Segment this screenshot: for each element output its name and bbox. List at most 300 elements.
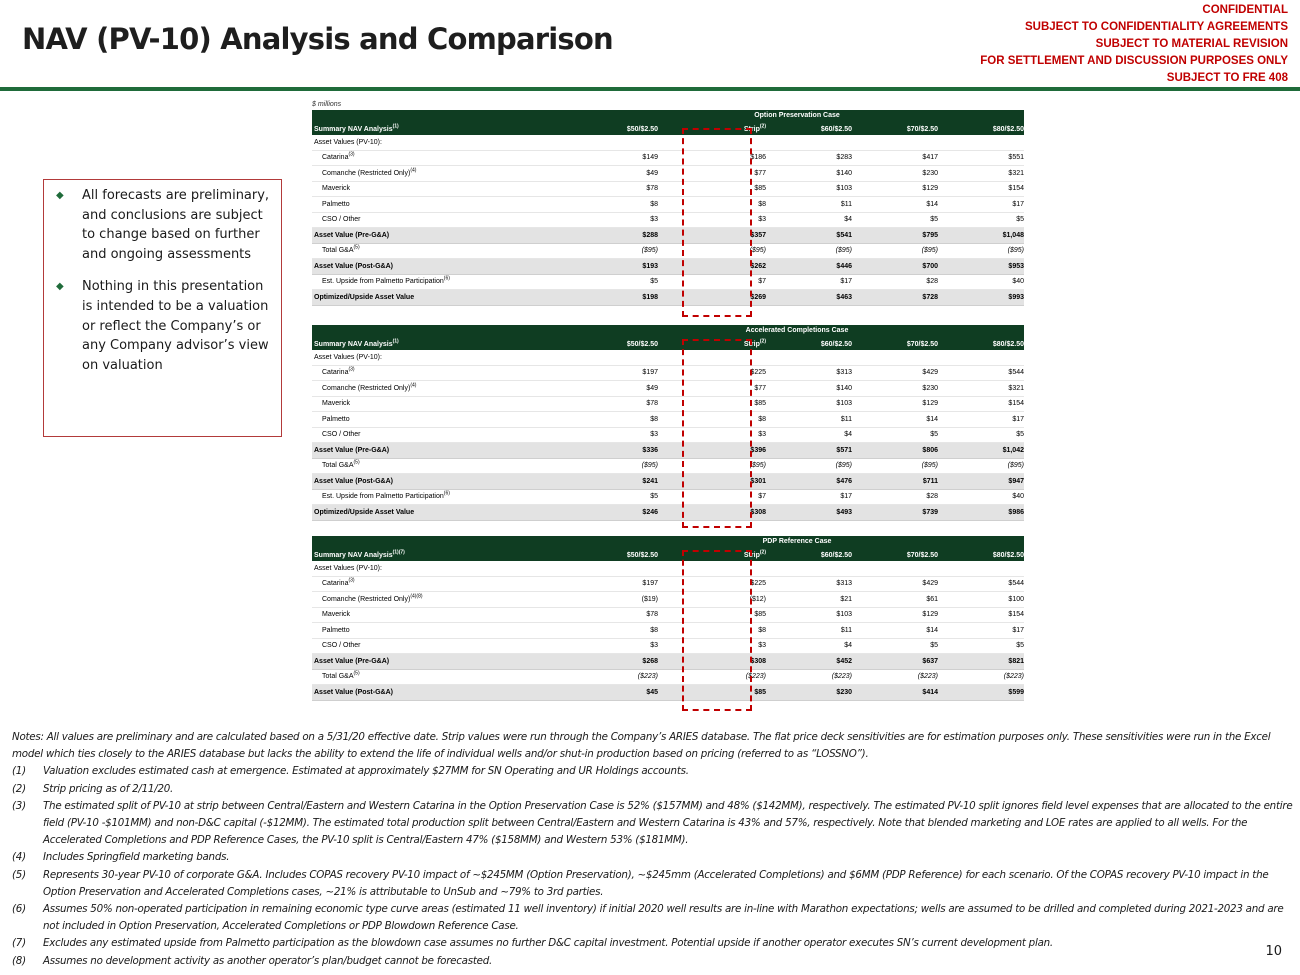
- value-cell: $269: [750, 293, 766, 301]
- value-cell: ($223): [831, 673, 852, 681]
- column-header-text: $70/$2.50: [906, 126, 938, 133]
- row-label: [312, 627, 552, 634]
- footnote-ref: (4): [410, 382, 417, 389]
- table-row: [312, 213, 1024, 229]
- table-row: [312, 459, 1024, 475]
- strip-footnote-ref: (2): [759, 123, 766, 130]
- column-header-text: $60/$2.50: [820, 552, 852, 559]
- value-cell: $17: [840, 278, 852, 286]
- value-cell: $11: [840, 415, 852, 423]
- value-cell: $129: [922, 185, 938, 193]
- value-cell: $5: [650, 278, 658, 286]
- header-footnote-ref: (1)(7): [392, 549, 405, 556]
- value-cell: $3: [758, 431, 766, 439]
- row-label-text: Asset Value (Post-G&A): [314, 688, 393, 696]
- row-label-text: CSO / Other: [322, 216, 361, 224]
- row-label: [312, 689, 552, 696]
- row-label-text: Asset Value (Pre-G&A): [314, 231, 390, 239]
- table-row: [312, 397, 1024, 413]
- table-row: [312, 577, 1024, 593]
- value-cell: $953: [1008, 262, 1024, 270]
- column-header-row: [312, 547, 1024, 561]
- row-label-text: Asset Value (Pre-G&A): [314, 446, 390, 454]
- table-row: [312, 608, 1024, 624]
- value-cell: $728: [922, 293, 938, 301]
- value-cell: $230: [836, 688, 852, 696]
- row-label: [312, 382, 552, 392]
- value-cell: $14: [926, 626, 938, 634]
- value-cell: $3: [650, 431, 658, 439]
- strip-highlight-box: [682, 339, 752, 528]
- row-label-text: Asset Value (Post-G&A): [314, 262, 393, 270]
- column-header-text: Strip: [743, 552, 760, 559]
- case-title: Option Preservation Case: [312, 110, 1024, 121]
- value-cell: $85: [754, 400, 766, 408]
- callout-bullet-text: Nothing in this presentation is intended to be a valuation or reflect the Company’s or any Company advisor’s view on valuation: [82, 279, 269, 373]
- column-header: [938, 552, 1024, 559]
- value-cell: $230: [922, 169, 938, 177]
- row-label-text: Asset Value (Pre-G&A): [314, 657, 390, 665]
- value-cell: $396: [750, 446, 766, 454]
- value-cell: $7: [758, 493, 766, 501]
- footnote-number: (3): [12, 799, 26, 812]
- column-header: [938, 341, 1024, 348]
- header-label-text: Summary NAV Analysis: [314, 126, 393, 133]
- value-cell: $993: [1008, 293, 1024, 301]
- confidentiality-notice: [980, 2, 1288, 87]
- table-row: [312, 182, 1024, 198]
- footnote-item: [12, 763, 1297, 780]
- value-cell: $241: [642, 477, 658, 485]
- value-cell: $5: [650, 493, 658, 501]
- value-cell: ($95): [1007, 247, 1024, 255]
- column-header-text: Strip: [743, 341, 760, 348]
- value-cell: ($223): [745, 673, 766, 681]
- value-cell: $28: [926, 493, 938, 501]
- table-row: [312, 685, 1024, 701]
- footnote-ref: (3): [348, 151, 355, 158]
- value-cell: $571: [836, 446, 852, 454]
- value-cell: $414: [922, 688, 938, 696]
- column-header: [552, 552, 658, 559]
- header-footnote-ref: (1): [392, 123, 399, 130]
- value-cell: $806: [922, 446, 938, 454]
- value-cell: ($95): [835, 247, 852, 255]
- value-cell: $129: [922, 611, 938, 619]
- column-header-text: $80/$2.50: [992, 552, 1024, 559]
- column-header-row: [312, 336, 1024, 350]
- value-cell: $599: [1008, 688, 1024, 696]
- footnote-ref: (5): [353, 670, 360, 677]
- value-cell: $8: [650, 200, 658, 208]
- row-label-text: Palmetto: [322, 200, 350, 208]
- value-cell: ($95): [921, 247, 938, 255]
- row-label: [312, 642, 552, 649]
- table-row: [312, 670, 1024, 686]
- row-label: [312, 416, 552, 423]
- value-cell: $8: [758, 200, 766, 208]
- footnote-text: Assumes 50% non-operated participation in remaining economic type curve areas (estimated 11 well inventory) if initial 2020 well results are in-line with Marathon expectations; wells are assumed to be drilled and completed during 2021-2023 and are not included in Option Preservation, Accelerated Completions or PDP Blowdown Reference Case.: [43, 903, 1284, 933]
- value-cell: $700: [922, 262, 938, 270]
- strip-footnote-ref: (2): [759, 549, 766, 556]
- confidential-line: CONFIDENTIAL: [1202, 4, 1288, 16]
- table-row: [312, 654, 1024, 670]
- footnote-ref: (4)(8): [410, 593, 423, 600]
- strip-highlight-box: [682, 128, 752, 317]
- table-row: [312, 381, 1024, 397]
- row-label-text: Asset Values (PV-10):: [314, 138, 382, 146]
- value-cell: $103: [836, 400, 852, 408]
- value-cell: $140: [836, 169, 852, 177]
- nav-table: [312, 325, 1024, 521]
- row-label-text: CSO / Other: [322, 642, 361, 650]
- footnote-text: Strip pricing as of 2/11/20.: [43, 782, 174, 795]
- value-cell: $78: [646, 400, 658, 408]
- value-cell: $336: [642, 446, 658, 454]
- value-cell: $8: [650, 626, 658, 634]
- disclaimer-callout: [43, 179, 282, 437]
- value-cell: $308: [750, 657, 766, 665]
- value-cell: $3: [758, 642, 766, 650]
- footnote-number: (5): [12, 868, 26, 881]
- value-cell: $193: [642, 262, 658, 270]
- value-cell: $61: [926, 595, 938, 603]
- callout-bullet: [56, 186, 271, 264]
- column-header: [552, 341, 658, 348]
- row-label-text: CSO / Other: [322, 431, 361, 439]
- table-row: [312, 366, 1024, 382]
- value-cell: $551: [1008, 154, 1024, 162]
- row-label: [312, 658, 552, 665]
- footnote-ref: (3): [348, 366, 355, 373]
- value-cell: $100: [1008, 595, 1024, 603]
- callout-bullet-text: All forecasts are preliminary, and conclusions are subject to change based on further and ongoing assessments: [82, 188, 270, 262]
- value-cell: $357: [750, 231, 766, 239]
- notes-list: [12, 763, 1297, 969]
- value-cell: $40: [1012, 493, 1024, 501]
- column-header-text: $50/$2.50: [626, 552, 658, 559]
- column-header-text: Strip: [743, 126, 760, 133]
- value-cell: $795: [922, 231, 938, 239]
- footnote-text: Valuation excludes estimated cash at emergence. Estimated at approximately $27MM for SN Operating and UR Holdings accounts.: [43, 765, 689, 778]
- value-cell: $225: [750, 369, 766, 377]
- row-label-text: Asset Value (Post-G&A): [314, 477, 393, 485]
- value-cell: $4: [844, 216, 852, 224]
- table-row: [312, 623, 1024, 639]
- row-label-text: Comanche (Restricted Only): [322, 595, 411, 603]
- value-cell: $5: [930, 216, 938, 224]
- footnote-number: (8): [12, 954, 26, 967]
- header-label-text: Summary NAV Analysis: [314, 552, 393, 559]
- row-label: [312, 670, 552, 681]
- value-cell: $429: [922, 580, 938, 588]
- footnote-ref: (6): [443, 490, 450, 497]
- value-cell: $17: [1012, 200, 1024, 208]
- table-row: [312, 275, 1024, 291]
- value-cell: ($95): [749, 462, 766, 470]
- footnote-number: (2): [12, 782, 26, 795]
- value-cell: $8: [758, 415, 766, 423]
- value-cell: $77: [754, 169, 766, 177]
- value-cell: $3: [758, 216, 766, 224]
- value-cell: $11: [840, 200, 852, 208]
- value-cell: $268: [642, 657, 658, 665]
- row-label: [312, 354, 552, 361]
- row-label: [312, 366, 552, 377]
- row-label-text: Catarina: [322, 580, 349, 588]
- value-cell: $313: [836, 369, 852, 377]
- footnote-text: Excludes any estimated upside from Palmetto participation as the blowdown case assumes no further D&C capital investment. Potential upside if another operator executes SN’s current development plan.: [43, 937, 1053, 950]
- value-cell: $77: [754, 384, 766, 392]
- table-row: [312, 151, 1024, 167]
- value-cell: $85: [754, 185, 766, 193]
- value-cell: $321: [1008, 169, 1024, 177]
- footnote-item: [12, 867, 1297, 901]
- value-cell: ($19): [641, 595, 658, 603]
- value-cell: $313: [836, 580, 852, 588]
- value-cell: $14: [926, 200, 938, 208]
- footnote-item: [12, 798, 1297, 850]
- value-cell: $544: [1008, 369, 1024, 377]
- footnote-number: (7): [12, 937, 26, 950]
- footnotes: [12, 729, 1297, 970]
- footnote-ref: (4): [410, 167, 417, 174]
- value-cell: $103: [836, 185, 852, 193]
- value-cell: $1,042: [1002, 446, 1024, 454]
- notes-intro: Notes: All values are preliminary and are calculated based on a 5/31/20 effective date. Strip values were run through the Company’s ARIES database. The flat price deck sensitivities are for estimation purposes only. These sensitivities were run in the Excel model which ties closely to the ARIES database but lacks the ability to extend the life of individual wells and/or shut-in production based on pricing (referred to as “LOSSNO”).: [12, 731, 1271, 761]
- value-cell: $544: [1008, 580, 1024, 588]
- row-label: [312, 565, 552, 572]
- value-cell: $154: [1008, 400, 1024, 408]
- column-header: [552, 126, 658, 133]
- header-label: [312, 338, 552, 348]
- value-cell: $308: [750, 508, 766, 516]
- value-cell: $197: [642, 369, 658, 377]
- row-label: [312, 478, 552, 485]
- column-header-text: $70/$2.50: [906, 341, 938, 348]
- row-label: [312, 167, 552, 177]
- footnote-item: [12, 781, 1297, 798]
- value-cell: $21: [840, 595, 852, 603]
- row-label-text: Total G&A: [322, 247, 354, 255]
- value-cell: $7: [758, 278, 766, 286]
- value-cell: ($12): [749, 595, 766, 603]
- table-row: [312, 428, 1024, 444]
- value-cell: ($95): [749, 247, 766, 255]
- footnote-item: [12, 849, 1297, 866]
- column-header: [766, 552, 852, 559]
- value-cell: $493: [836, 508, 852, 516]
- value-cell: ($95): [835, 462, 852, 470]
- value-cell: $452: [836, 657, 852, 665]
- column-header-row: [312, 121, 1024, 135]
- value-cell: $321: [1008, 384, 1024, 392]
- confidential-line: FOR SETTLEMENT AND DISCUSSION PURPOSES ONLY: [980, 55, 1288, 67]
- row-label-text: Palmetto: [322, 415, 350, 423]
- footnote-ref: (5): [353, 244, 360, 251]
- value-cell: $85: [754, 611, 766, 619]
- table-row: [312, 505, 1024, 521]
- value-cell: $17: [1012, 626, 1024, 634]
- row-label-text: Palmetto: [322, 626, 350, 634]
- footnote-number: (6): [12, 903, 26, 916]
- row-label-text: Catarina: [322, 154, 349, 162]
- value-cell: $637: [922, 657, 938, 665]
- row-label-text: Optimized/Upside Asset Value: [314, 293, 415, 301]
- table-row: [312, 244, 1024, 260]
- row-label: [312, 400, 552, 407]
- table-row: [312, 639, 1024, 655]
- column-header-text: $80/$2.50: [992, 126, 1024, 133]
- row-label: [312, 593, 552, 603]
- callout-bullet: [56, 277, 271, 375]
- table-row: [312, 592, 1024, 608]
- table-row: [312, 259, 1024, 275]
- row-label-text: Optimized/Upside Asset Value: [314, 508, 415, 516]
- value-cell: $3: [650, 642, 658, 650]
- row-label: [312, 139, 552, 146]
- row-label: [312, 611, 552, 618]
- row-label-text: Maverick: [322, 185, 351, 193]
- value-cell: $198: [642, 293, 658, 301]
- value-cell: $8: [758, 626, 766, 634]
- footnote-item: [12, 953, 1297, 970]
- row-label: [312, 151, 552, 162]
- column-header-text: $50/$2.50: [626, 341, 658, 348]
- value-cell: $230: [922, 384, 938, 392]
- value-cell: $711: [922, 477, 938, 485]
- value-cell: $17: [1012, 415, 1024, 423]
- confidential-line: SUBJECT TO MATERIAL REVISION: [1095, 38, 1288, 50]
- value-cell: ($95): [921, 462, 938, 470]
- value-cell: $49: [646, 384, 658, 392]
- header-label-text: Summary NAV Analysis: [314, 341, 393, 348]
- row-label-text: Catarina: [322, 369, 349, 377]
- column-header-text: $70/$2.50: [906, 552, 938, 559]
- footnote-text: Includes Springfield marketing bands.: [43, 851, 230, 864]
- header-footnote-ref: (1): [392, 338, 399, 345]
- row-label-text: Comanche (Restricted Only): [322, 169, 411, 177]
- column-header: [766, 126, 852, 133]
- value-cell: ($223): [1003, 673, 1024, 681]
- value-cell: $225: [750, 580, 766, 588]
- value-cell: $140: [836, 384, 852, 392]
- value-cell: $246: [642, 508, 658, 516]
- table-row: [312, 166, 1024, 182]
- footnote-text: Represents 30-year PV-10 of corporate G&A. Includes COPAS recovery PV-10 impact of ~$245MM (Option Preservation), ~$245mm (Accelerated Completions) and $6MM (PDP Reference) for each scenario. Of the COPAS recovery PV-10 impact in the Option Preservation and Accelerated Completions cases, ~21% is attributable to UnSub and ~79% to 3rd parties.: [43, 868, 1269, 898]
- nav-table: [312, 536, 1024, 701]
- diamond-bullet-icon: ◆: [56, 190, 64, 201]
- table-row: [312, 412, 1024, 428]
- row-label-text: Total G&A: [322, 673, 354, 681]
- row-label: [312, 431, 552, 438]
- case-title: Accelerated Completions Case: [312, 325, 1024, 336]
- value-cell: $17: [840, 493, 852, 501]
- column-header: [766, 341, 852, 348]
- footnote-number: (4): [12, 851, 26, 864]
- row-label-text: Asset Values (PV-10):: [314, 353, 382, 361]
- footnote-ref: (3): [348, 577, 355, 584]
- value-cell: $541: [836, 231, 852, 239]
- row-label-text: Maverick: [322, 611, 351, 619]
- value-cell: $154: [1008, 611, 1024, 619]
- table-row: [312, 474, 1024, 490]
- value-cell: $28: [926, 278, 938, 286]
- value-cell: $1,048: [1002, 231, 1024, 239]
- row-label-text: Comanche (Restricted Only): [322, 384, 411, 392]
- row-label: [312, 459, 552, 470]
- strip-highlight-box: [682, 550, 752, 711]
- row-label: [312, 275, 552, 286]
- value-cell: $49: [646, 169, 658, 177]
- confidential-line: SUBJECT TO CONFIDENTIALITY AGREEMENTS: [1024, 21, 1288, 33]
- row-label-text: Est. Upside from Palmetto Participation: [322, 278, 444, 286]
- value-cell: $14: [926, 415, 938, 423]
- column-header-text: $60/$2.50: [820, 126, 852, 133]
- value-cell: $129: [922, 400, 938, 408]
- footnote-ref: (5): [353, 459, 360, 466]
- value-cell: $3: [650, 216, 658, 224]
- header-label: [312, 549, 552, 559]
- value-cell: $40: [1012, 278, 1024, 286]
- value-cell: $5: [1016, 431, 1024, 439]
- value-cell: $5: [1016, 642, 1024, 650]
- row-label: [312, 201, 552, 208]
- column-header-text: $60/$2.50: [820, 341, 852, 348]
- row-label: [312, 185, 552, 192]
- value-cell: $288: [642, 231, 658, 239]
- table-row: [312, 443, 1024, 459]
- value-cell: $154: [1008, 185, 1024, 193]
- value-cell: $5: [930, 642, 938, 650]
- column-header-text: $50/$2.50: [626, 126, 658, 133]
- value-cell: $463: [836, 293, 852, 301]
- strip-footnote-ref: (2): [759, 338, 766, 345]
- footnote-text: Assumes no development activity as another operator’s plan/budget cannot be forecasted.: [43, 954, 493, 967]
- value-cell: $5: [930, 431, 938, 439]
- value-cell: $429: [922, 369, 938, 377]
- column-header: [852, 552, 938, 559]
- footnote-text: The estimated split of PV-10 at strip between Central/Eastern and Western Catarina in the Option Preservation Case is 52% ($157MM) and 48% ($142MM), respectively. The estimated PV-10 split ignores field level expenses that are allocated to the entire field (PV-10 -$101MM) and non-D&C capital (-$12MM). The estimated total production split between Central/Eastern and Western Catarina is 43% and 57%, respectively. Note that blended marketing and LOE rates are applied to all wells. For the Accelerated Completions and PDP Reference Cases, the PV-10 split is Central/Eastern 47% ($158MM) and Western 53% ($181MM).: [43, 799, 1293, 847]
- value-cell: $186: [750, 154, 766, 162]
- table-row: [312, 135, 1024, 151]
- value-cell: ($95): [641, 462, 658, 470]
- value-cell: $4: [844, 642, 852, 650]
- value-cell: $78: [646, 611, 658, 619]
- row-label: [312, 577, 552, 588]
- row-label: [312, 490, 552, 501]
- page-title: NAV (PV-10) Analysis and Comparison: [22, 22, 613, 56]
- value-cell: ($95): [641, 247, 658, 255]
- table-row: [312, 490, 1024, 506]
- confidential-line: SUBJECT TO FRE 408: [1166, 72, 1288, 84]
- value-cell: $197: [642, 580, 658, 588]
- value-cell: $417: [922, 154, 938, 162]
- column-header: [938, 126, 1024, 133]
- row-label: [312, 263, 552, 270]
- row-label: [312, 447, 552, 454]
- value-cell: $947: [1008, 477, 1024, 485]
- table-row: [312, 197, 1024, 213]
- header-divider: [0, 87, 1300, 91]
- table-row: [312, 350, 1024, 366]
- case-title: PDP Reference Case: [312, 536, 1024, 547]
- value-cell: ($223): [637, 673, 658, 681]
- row-label: [312, 216, 552, 223]
- footnote-item: [12, 901, 1297, 935]
- value-cell: $739: [922, 508, 938, 516]
- header-label: [312, 123, 552, 133]
